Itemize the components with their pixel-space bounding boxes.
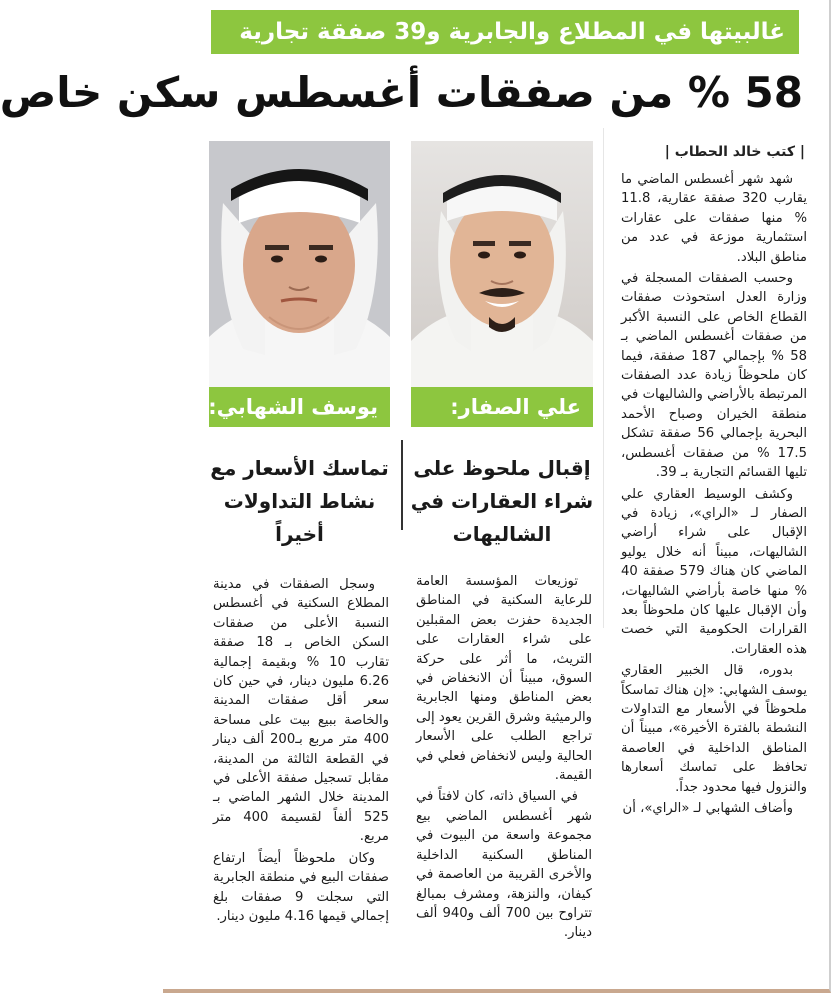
photo-yousef-alshehabi bbox=[209, 141, 390, 387]
paragraph: وأضاف الشهابي لـ «الراي»، أن bbox=[622, 801, 793, 816]
photo-ali-alsaffar bbox=[411, 141, 593, 387]
paragraph: وحسب الصفقات المسجلة في وزارة العدل استحوذت صفقات القطاع الخاص على النسبة الأكبر من صفقات أغسطس الماضي بـ 58 % بإجمالي 187 صفقة، فيما كان ملحوظاً زيادة عدد الصفقات المرتبطة بالأراضي والشاليهات في منطقة الخيران وصباح الأحمد البحرية بإجمالي 56 صفقة تشكل 17.5 % من صفقات أغسطس، تليها القسائم التجارية بـ 39. bbox=[621, 271, 807, 481]
paragraph: وكان ملحوظاً أيضاً ارتفاع صفقات البيع في منطقة الجابرية التي سجلت 9 صفقات بلغ إجمالي قيمها 4.16 مليون دينار. bbox=[213, 850, 389, 924]
headline: 58 % من صفقات أغسطس سكن خاص bbox=[0, 68, 803, 117]
article-column-1 bbox=[621, 170, 807, 946]
subheading-chalets: إقبال ملحوظ على شراء العقارات في الشاليهات bbox=[410, 456, 594, 546]
column-divider bbox=[603, 128, 604, 628]
caption-ali-alsaffar: علي الصفار: bbox=[411, 387, 593, 427]
paragraph: في السياق ذاته، كان لافتاً في شهر أغسطس الماضي بيع مجموعة واسعة من البيوت في المناطق السكنية الداخلية والأخرى القريبة من العاصمة في كيفان، والنزهة، ومشرف بمبالغ تتراوح بين 700 ألف و940 ألف دينار. bbox=[416, 789, 593, 941]
subheading-prices: تماسك الأسعار مع نشاط التداولات أخيراً bbox=[210, 456, 389, 546]
paragraph: وكشف الوسيط العقاري علي الصفار لـ «الراي»، زيادة في الإقبال على شراء أراضي الشاليهات، مبيناً أنه خلال يوليو الماضي كان هناك 579 صفقة 40 % منها خاصة بأراضي الشاليهات، وأن الإقبال عليها كان ملحوظاً بعد القرارات الحكومية التي خصت هذه العقارات. bbox=[621, 486, 807, 657]
paragraph: شهد شهر أغسطس الماضي ما يقارب 320 صفقة عقارية، 11.8 % منها صفقات على عقارات استثمارية موزعة في عدد من مناطق البلاد. bbox=[621, 172, 807, 265]
kicker-bar: غالبيتها في المطلاع والجابرية و39 صفقة تجارية bbox=[211, 10, 799, 54]
subheading-divider bbox=[401, 440, 403, 530]
paragraph: توزيعات المؤسسة العامة للرعاية السكنية في المناطق الجديدة حفزت بعض المقبلين على شراء العقارات على التريث، ما أثر على حركة السوق، مبيناً أن الانخفاض في بعض المناطق ومنها الجابرية والرميثية وشرق القرين يعود إلى تراجع الطلب على الأسعار الحالية وليس لانخفاض فعلي في القيمة. bbox=[416, 574, 592, 784]
article-column-3 bbox=[213, 575, 389, 924]
article-column-2 bbox=[416, 572, 592, 952]
paragraph: وسجل الصفقات في مدينة المطلاع السكنية في أغسطس النسبة الأعلى من صفقات السكن الخاص بـ 18 صفقة تقارب 10 % وبقيمة إجمالية 6.26 مليون دينار، في حين كان سعر أقل صفقات المدينة والخاصة ببيع بيت على مساحة 400 متر مربع بـ200 ألف دينار في القطعة الثالثة من المدينة، مقابل تسجيل صفقة الأعلى في المدينة خلال الشهر الماضي بـ 525 ألفاً لقسيمة 400 متر مربع. bbox=[213, 577, 389, 845]
byline: | كتب خالد الحطاب | bbox=[664, 144, 805, 160]
caption-yousef-alshehabi: يوسف الشهابي: bbox=[209, 387, 390, 427]
paragraph: بدوره، قال الخبير العقاري يوسف الشهابي: «إن هناك تماسكاً ملحوظاً في الأسعار مع التداولات النشطة بالفترة الأخيرة»، مبيناً أن المناطق الداخلية في العاصمة تحافظ على تماسك أسعارها والنزول فيها محدود جداً. bbox=[621, 663, 807, 795]
